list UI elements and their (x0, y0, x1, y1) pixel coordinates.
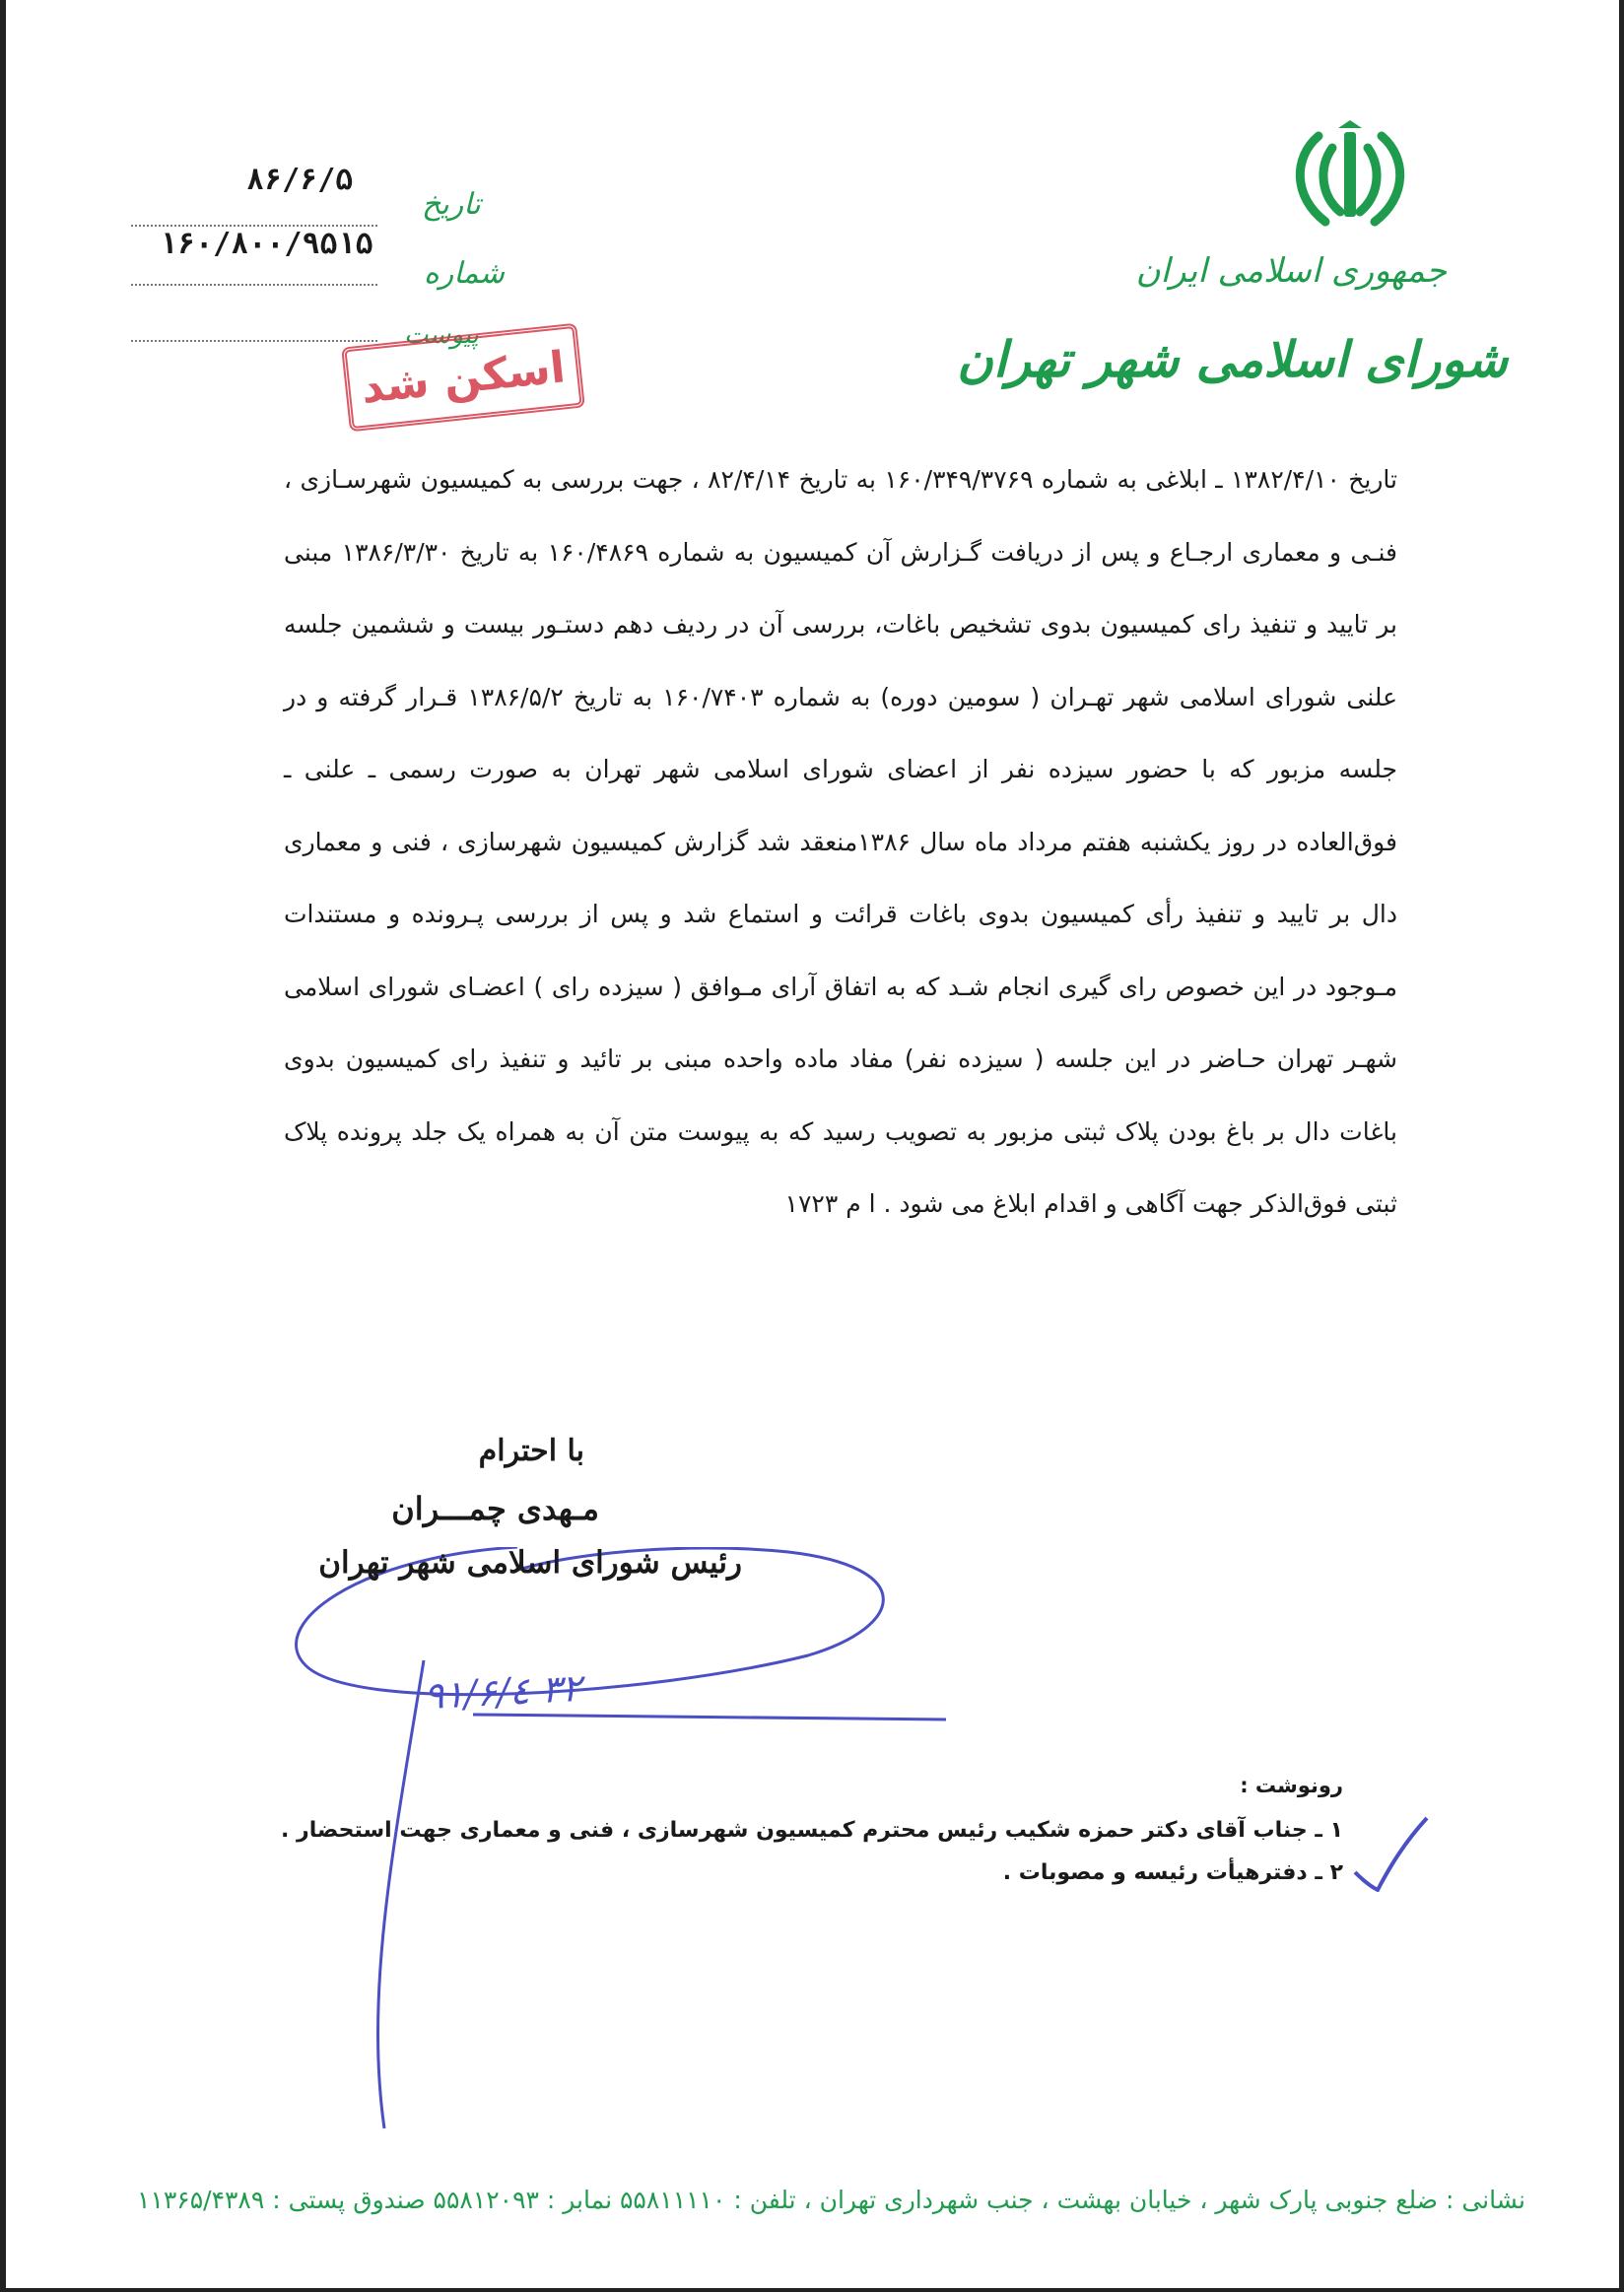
iran-emblem-icon (1281, 118, 1419, 236)
copy-item: ۲ ـ دفترهیأت رئیسه و مصوبات . (1002, 1860, 1343, 1885)
signature-scribble-icon (276, 1547, 946, 2138)
date-value: ۸۶/۶/۵ (246, 163, 354, 197)
signer-name: مـهدی چمـــران (391, 1490, 599, 1527)
letter-body: تاریخ ۱۳۸۲/۴/۱۰ ـ ابلاغی به شماره ۱۶۰/۳۴۹/۳۷۶۹ به تاریخ ۸۲/۴/۱۴ ، جهت بررسی به کمیسیون شهرسـازی ، فنـی و معماری ارجـاع و پس از دریافت گـزارش آن کمیسیون به شماره ۱۶۰/۴۸۶۹ به تاریخ ۱۳۸۶/۳/۳۰ مبنی بر تایید و تنفیذ رای کمیسیون بدوی تشخیص باغات، بررسی آن در ردیف دهم دستـور بیست و ششمین جلسه علنی شورای اسلامی شهر تهـران ( سومین دوره) به شماره ۱۶۰/۷۴۰۳ به تاریخ ۱۳۸۶/۵/۲ قـرار گرفته و در جلسه مزبور که با حضور سیزده نفر از اعضای شورای اسلامی شهر تهران به صورت رسمی ـ علنی ـ فوق‌العاده در روز یکشنبه هفتم مرداد ماه سال ۱۳۸۶منعقد شد گزارش کمیسیون شهرسازی ، فنی و معماری دال بر تایید و تنفیذ رأی کمیسیون بدوی باغات قرائت و استماع شد و پس از بررسی پـرونده و مستندات مـوجود در این خصوص رای گیری انجام شـد که به اتفاق آرای مـوافق ( سیزده رای ) اعضـای شورای اسلامی شهـر تهران حـاضر در این جلسه ( سیزده نفر) مفاد ماده واحده مبنی بر تائید و تنفیذ رای کمیسیون بدوی باغات دال بر باغ بودن پلاک ثبتی مزبور به تصویب رسید که به پیوست متن آن به همراه یک جلد پرونده پلاک ثبتی فوق‌الذکر جهت آگاهی و اقدام ابلاغ می شود . ا م ۱۷۲۳ (284, 465, 1398, 1218)
date-label: تاریخ (422, 187, 481, 222)
letterhead-council: شورای اسلامی شهر تهران (957, 330, 1508, 388)
copies-label: رونوشت : (1240, 1774, 1343, 1797)
letterhead-country: جمهوری اسلامی ایران (1135, 251, 1447, 291)
footer-address: نشانی : ضلع جنوبی پارک شهر ، خیابان بهشت ، جنب شهرداری تهران ، تلفن : ۵۵۸۱۱۱۱۰ نمابر : ۵۵۸۱۲۰۹۳ صندوق پستی : ۱۱۳۶۵/۴۳۸۹ (137, 2186, 1525, 2214)
checkmark-icon (1350, 1813, 1429, 1892)
handwritten-date: ۹۱/۶/٤ ۳۲ (422, 1665, 583, 1719)
closing: با احترام (478, 1434, 584, 1468)
number-label: شماره (424, 256, 505, 291)
attachment-label: پیوست (404, 320, 479, 350)
attachment-divider (131, 340, 377, 342)
signer-title: رئیس شورای اسلامی شهر تهران (318, 1545, 742, 1581)
copy-item: ۱ ـ جناب آقای دکتر حمزه شکیب رئیس محترم کمیسیون شهرسازی ، فنی و معماری جهت استحضار . (281, 1818, 1343, 1843)
scanned-stamp: اسکن شد (341, 323, 585, 433)
number-value: ۱۶۰/۸۰۰/۹۵۱۵ (160, 227, 373, 261)
number-divider (131, 284, 377, 286)
